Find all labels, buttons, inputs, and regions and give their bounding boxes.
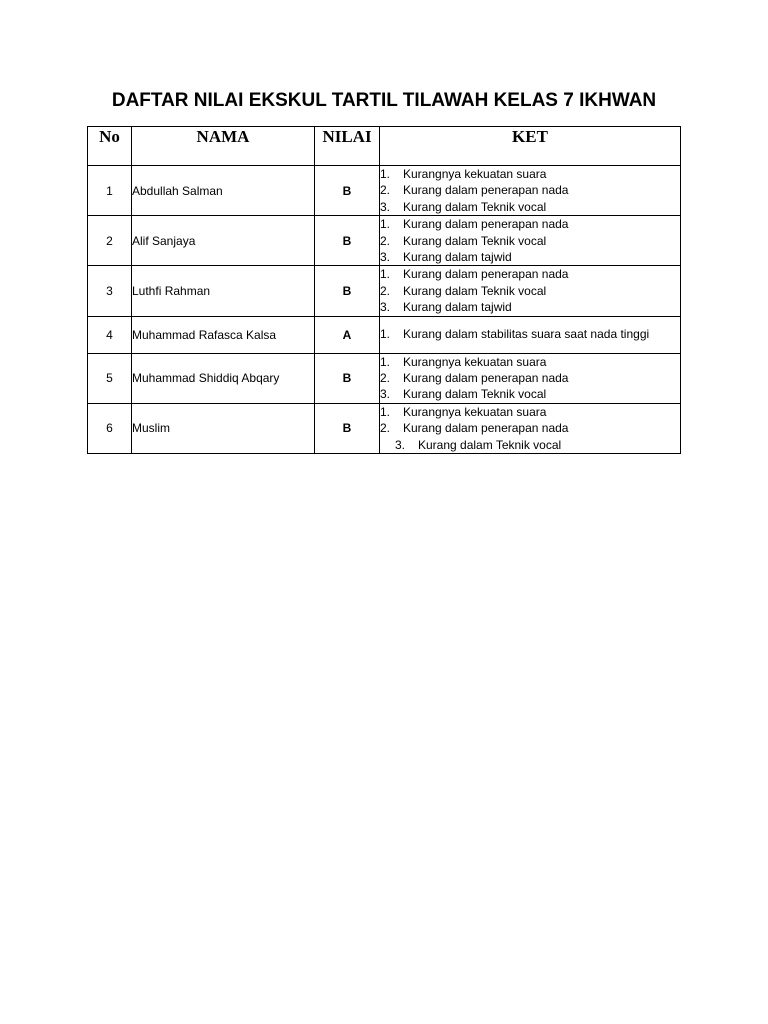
remark-text: Kurang dalam penerapan nada [403, 267, 569, 282]
table-row [88, 266, 681, 316]
remark-item [380, 370, 680, 386]
table-header-row [88, 127, 681, 166]
remark-item [380, 249, 680, 265]
student-name: Abdullah Salman [132, 166, 315, 216]
grade-table [87, 126, 681, 454]
remark-text: Kurang dalam Teknik vocal [403, 387, 547, 402]
remark-number: 2. [380, 183, 391, 198]
table-row [88, 166, 681, 216]
remark-item [380, 199, 680, 215]
grade-value: A [315, 316, 380, 353]
remark-number: 1. [380, 267, 391, 282]
remarks-cell [380, 316, 681, 353]
row-number: 1 [88, 166, 132, 216]
remark-number: 3. [380, 387, 391, 402]
grade-value: B [315, 403, 380, 453]
remark-number: 1. [380, 327, 391, 342]
remark-number: 2. [380, 233, 391, 248]
header-nama: NAMA [132, 127, 315, 166]
remarks-list [380, 266, 680, 315]
student-name: Alif Sanjaya [132, 216, 315, 266]
remark-text: Kurang dalam tajwid [403, 300, 512, 315]
grade-value: B [315, 353, 380, 403]
remarks-cell [380, 266, 681, 316]
remark-number: 1. [380, 217, 391, 232]
remark-number: 1. [380, 404, 391, 419]
remark-text: Kurang dalam Teknik vocal [403, 283, 547, 298]
remark-item [380, 354, 680, 370]
row-number: 3 [88, 266, 132, 316]
header-ket: KET [380, 127, 681, 166]
row-number: 4 [88, 316, 132, 353]
remark-number: 1. [380, 354, 391, 369]
remark-text: Kurang dalam tajwid [403, 250, 512, 265]
remark-item [380, 326, 680, 342]
student-name: Muslim [132, 403, 315, 453]
remark-number: 2. [380, 283, 391, 298]
header-nilai: NILAI [315, 127, 380, 166]
remark-number: 3. [380, 250, 391, 265]
remark-number: 1. [380, 167, 391, 181]
remark-text: Kurang dalam penerapan nada [403, 371, 569, 386]
remark-item [380, 182, 680, 198]
table-row [88, 403, 681, 453]
remark-text: Kurang dalam penerapan nada [403, 217, 569, 232]
remark-text: Kurang dalam Teknik vocal [418, 437, 562, 452]
remark-item [380, 420, 680, 436]
table-row [88, 216, 681, 266]
remark-text: Kurangnya kekuatan suara [403, 404, 547, 419]
table-row [88, 353, 681, 403]
remark-number: 2. [380, 421, 391, 436]
remark-text: Kurangnya kekuatan suara [403, 354, 547, 369]
remark-item [380, 404, 680, 420]
remark-text: Kurang dalam penerapan nada [403, 183, 569, 198]
remarks-cell [380, 353, 681, 403]
remark-item [380, 283, 680, 299]
header-no: No [88, 127, 132, 166]
remarks-cell [380, 216, 681, 266]
remark-text: Kurang dalam Teknik vocal [403, 233, 547, 248]
remark-item [380, 437, 680, 453]
grade-value: B [315, 166, 380, 216]
student-name: Muhammad Rafasca Kalsa [132, 316, 315, 353]
remark-number: 3. [380, 199, 391, 214]
student-name: Muhammad Shiddiq Abqary [132, 353, 315, 403]
remarks-list [380, 404, 680, 453]
remark-number: 3. [380, 300, 391, 315]
remarks-list [380, 354, 680, 403]
remarks-cell [380, 166, 681, 216]
grade-value: B [315, 266, 380, 316]
page-title: DAFTAR NILAI EKSKUL TARTIL TILAWAH KELAS 7 IKHWAN [111, 90, 657, 111]
remark-item [380, 233, 680, 249]
remark-text: Kurang dalam Teknik vocal [403, 199, 547, 214]
remark-item [380, 386, 680, 402]
remarks-cell [380, 403, 681, 453]
remarks-list [380, 216, 680, 265]
grade-value: B [315, 216, 380, 266]
remark-item [380, 166, 680, 182]
remark-text: Kurang dalam stabilitas suara saat nada tinggi [403, 327, 650, 342]
remark-item [380, 299, 680, 315]
remark-number: 2. [380, 371, 391, 386]
remark-text: Kurangnya kekuatan suara [403, 167, 547, 181]
remarks-list [380, 326, 680, 342]
remarks-list [380, 166, 680, 215]
row-number: 6 [88, 403, 132, 453]
student-name: Luthfi Rahman [132, 266, 315, 316]
remark-item [380, 266, 680, 282]
row-number: 5 [88, 353, 132, 403]
remark-item [380, 216, 680, 232]
table-row [88, 316, 681, 353]
remark-number: 3. [395, 437, 406, 452]
row-number: 2 [88, 216, 132, 266]
remark-text: Kurang dalam penerapan nada [403, 421, 569, 436]
